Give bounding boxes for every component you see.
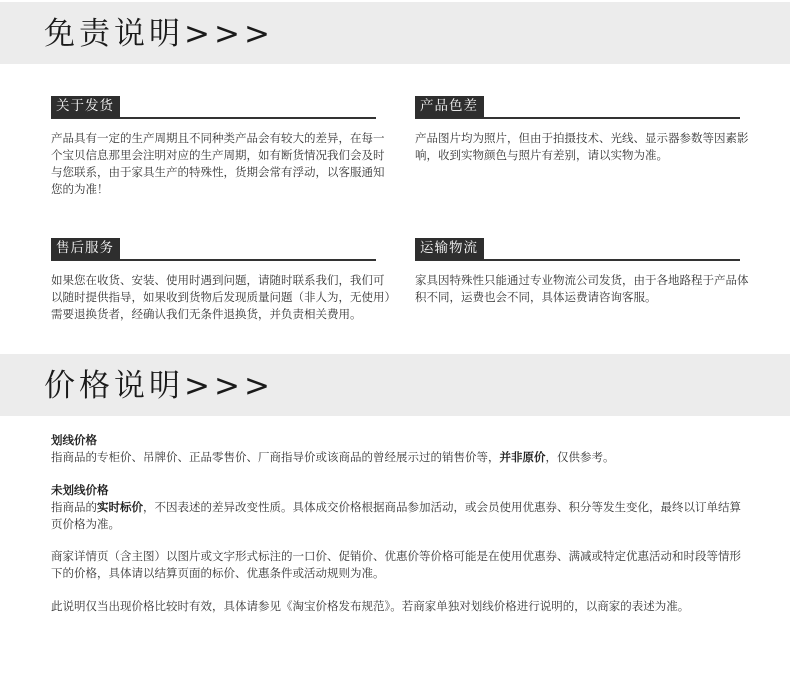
logistics-section-body: 家具因特殊性只能通过专业物流公司发货，由于各地路程于产品体积不同，运费也会不同，具体运费请咨询客服。 <box>415 273 749 304</box>
aftersales-title-label: 售后服务 <box>51 238 120 260</box>
logistics-section-title <box>415 237 740 261</box>
crossed-price-block <box>51 432 751 466</box>
color-section-body: 产品图片均为照片，但由于拍摄技术、光线、显示器参数等因素影响，收到实物颜色与照片有差别，请以实物为准。 <box>415 131 749 162</box>
uncrossed-price-text-bold: 实时标价 <box>97 500 143 514</box>
disclaimer-banner <box>0 2 790 64</box>
crossed-price-text <box>51 449 751 466</box>
crossed-price-label: 划线价格 <box>51 433 97 447</box>
detail-price-note: 商家详情页（含主图）以图片或文字形式标注的一口价、促销价、优惠价等价格可能是在使用优惠券、满减或特定优惠活动和时段等情形下的价格，具体请以结算页面的标价、优惠条件或活动规则为准。 <box>51 549 741 580</box>
uncrossed-price-block <box>51 482 751 533</box>
aftersales-section-title <box>51 237 376 261</box>
uncrossed-price-label: 未划线价格 <box>51 483 109 497</box>
shipping-title-label: 关于发货 <box>51 96 120 118</box>
price-banner <box>0 354 790 416</box>
uncrossed-price-text <box>51 499 751 533</box>
price-rule-note: 此说明仅当出现价格比较时有效，具体请参见《淘宝价格发布规范》。若商家单独对划线价格进行说明的，以商家的表述为准。 <box>51 599 690 613</box>
crossed-price-text-b: ，仅供参考。 <box>545 450 615 464</box>
shipping-section-title <box>51 95 376 119</box>
logistics-title-label: 运输物流 <box>415 238 484 260</box>
color-section-title <box>415 95 740 119</box>
crossed-price-text-a: 指商品的专柜价、吊牌价、正品零售价、厂商指导价或该商品的曾经展示过的销售价等， <box>51 450 500 464</box>
shipping-section-body: 产品具有一定的生产周期且不同种类产品会有较大的差异，在每一个宝贝信息那里会注明对应的生产周期，如有断货情况我们会及时与您联系，由于家具生产的特殊性，货期会常有浮动，以客服通知您的为准！ <box>51 131 385 196</box>
disclaimer-heading: 免责说明>>> <box>44 16 274 52</box>
aftersales-section-body: 如果您在收货、安装、使用时遇到问题，请随时联系我们，我们可以随时提供指导，如果收到货物后发现质量问题（非人为，无使用）需要退换货者，经确认我们无条件退换货，并负责相关费用。 <box>51 273 391 321</box>
crossed-price-text-bold: 并非原价 <box>499 450 546 464</box>
uncrossed-price-text-a: 指商品的 <box>51 500 97 514</box>
uncrossed-price-text-b: ，不因表述的差异改变性质。具体成交价格根据商品参加活动，或会员使用优惠券、积分等发生变化，最终以订单结算页价格为准。 <box>51 500 741 531</box>
price-heading: 价格说明>>> <box>44 368 274 404</box>
color-title-label: 产品色差 <box>415 96 484 118</box>
